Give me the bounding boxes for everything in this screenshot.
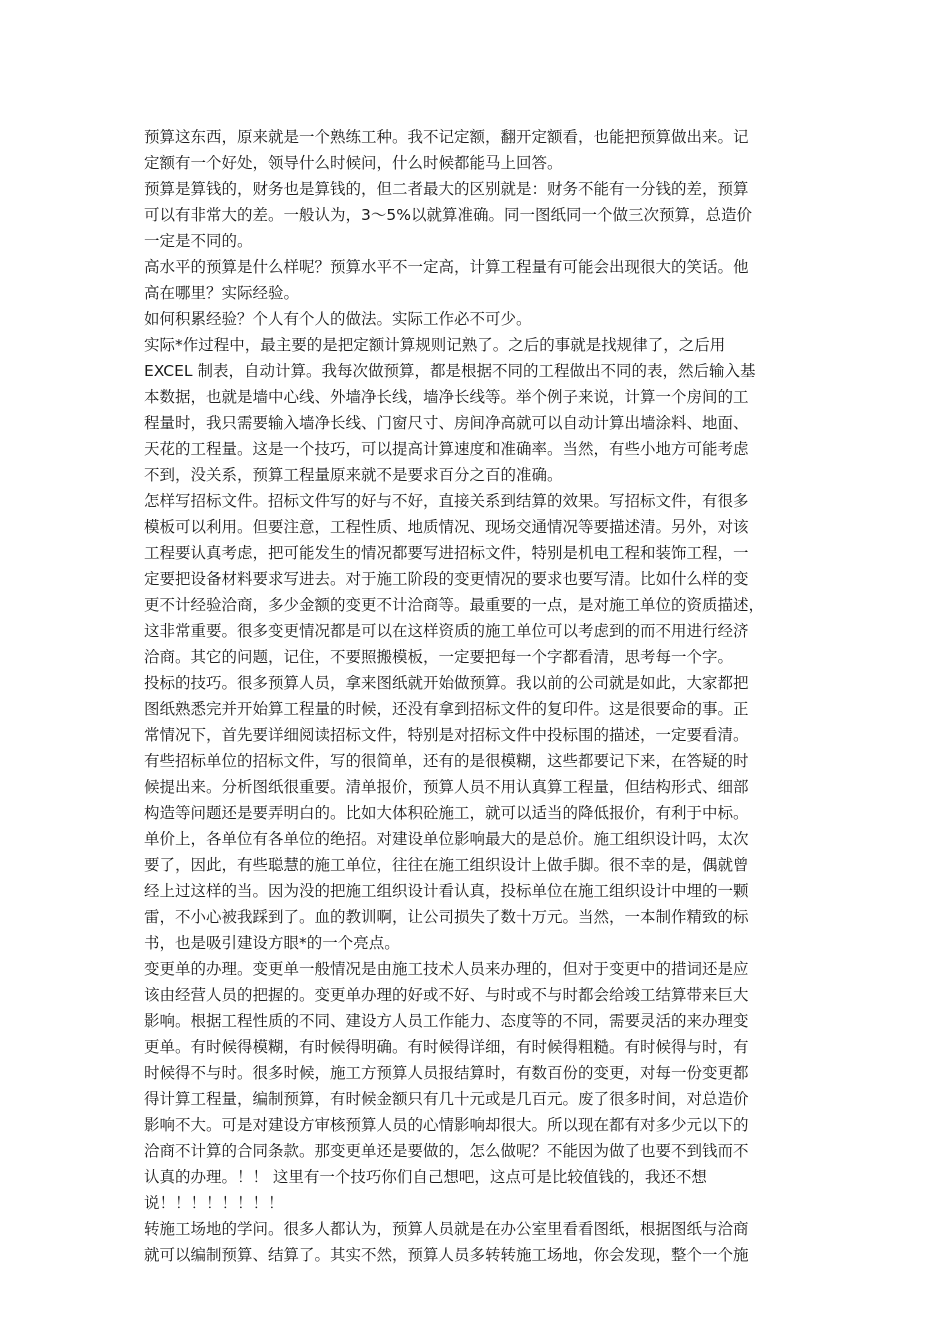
text-line: 该由经营人员的把握的。变更单办理的好或不好、与时或不与时都会给竣工结算带来巨大: [144, 986, 749, 1004]
text-line: 常情况下，首先要详细阅读招标文件，特别是对招标文件中投标围的描述，一定要看清。: [144, 726, 749, 744]
text-line: 洽商不计算的合同条款。那变更单还是要做的，怎么做呢？不能因为做了也要不到钱而不: [144, 1142, 749, 1160]
document-body: [144, 124, 804, 1268]
text-line: 模板可以利用。但要注意，工程性质、地质情况、现场交通情况等要描述清。另外，对该: [144, 518, 749, 536]
text-line: 定额有一个好处，领导什么时候问，什么时候都能马上回答。: [144, 154, 563, 172]
text-line: 天花的工程量。这是一个技巧，可以提高计算速度和准确率。当然，有些小地方可能考虑: [144, 440, 749, 458]
text-line: 说！！！！！！！！: [144, 1194, 284, 1212]
text-line: 工程要认真考虑，把可能发生的情况都要写进招标文件，特别是机电工程和装饰工程，一: [144, 544, 749, 562]
text-line: 影响不大。可是对建设方审核预算人员的心情影响却很大。所以现在都有对多少元以下的: [144, 1116, 749, 1134]
text-line: 更不计经验洽商，多少金额的变更不计洽商等。最重要的一点，是对施工单位的资质描述，: [144, 596, 765, 614]
text-line: EXCEL 制表，自动计算。我每次做预算，都是根据不同的工程做出不同的表，然后输入基: [144, 362, 756, 380]
text-line: 时候得不与时。很多时候，施工方预算人员报结算时，有数百份的变更，对每一份变更都: [144, 1064, 749, 1082]
text-line: 不到，没关系，预算工程量原来就不是要求百分之百的准确。: [144, 466, 563, 484]
text-line: 洽商。其它的问题，记住，不要照搬模板，一定要把每一个字都看清，思考每一个字。: [144, 648, 734, 666]
text-line: 经上过这样的当。因为没的把施工组织设计看认真，投标单位在施工组织设计中埋的一颗: [144, 882, 749, 900]
text-line: 预算是算钱的，财务也是算钱的，但二者最大的区别就是：财务不能有一分钱的差，预算: [144, 180, 749, 198]
text-line: 雷，不小心被我踩到了。血的教训啊，让公司损失了数十万元。当然，一本制作精致的标: [144, 908, 749, 926]
text-line: 变更单的办理。变更单一般情况是由施工技术人员来办理的，但对于变更中的措词还是应: [144, 960, 749, 978]
text-line: 要了，因此，有些聪慧的施工单位，往往在施工组织设计上做手脚。很不幸的是，偶就曾: [144, 856, 749, 874]
text-line: 图纸熟悉完并开始算工程量的时候，还没有拿到招标文件的复印件。这是很要命的事。正: [144, 700, 749, 718]
text-line: 认真的办理。！！ 这里有一个技巧你们自己想吧，这点可是比较值钱的，我还不想: [144, 1168, 707, 1186]
text-line: 单价上，各单位有各单位的绝招。对建设单位影响最大的是总价。施工组织设计吗，太次: [144, 830, 749, 848]
text-line: 如何积累经验？个人有个人的做法。实际工作必不可少。: [144, 310, 532, 328]
text-line: 怎样写招标文件。招标文件写的好与不好，直接关系到结算的效果。写招标文件，有很多: [144, 492, 749, 510]
text-line: 预算这东西，原来就是一个熟练工种。我不记定额，翻开定额看，也能把预算做出来。记: [144, 128, 749, 146]
text-line: 构造等问题还是要弄明白的。比如大体积砼施工，就可以适当的降低报价，有利于中标。: [144, 804, 749, 822]
text-line: 这非常重要。很多变更情况都是可以在这样资质的施工单位可以考虑到的而不用进行经济: [144, 622, 749, 640]
text-line: 定要把设备材料要求写进去。对于施工阶段的变更情况的要求也要写清。比如什么样的变: [144, 570, 749, 588]
text-line: 更单。有时候得模糊，有时候得明确。有时候得详细，有时候得粗糙。有时候得与时，有: [144, 1038, 749, 1056]
text-line: 书，也是吸引建设方眼*的一个亮点。: [144, 934, 400, 952]
text-line: 实际*作过程中，最主要的是把定额计算规则记熟了。之后的事就是找规律了，之后用: [144, 336, 726, 354]
text-line: 高在哪里？实际经验。: [144, 284, 300, 302]
text-line: 高水平的预算是什么样呢？预算水平不一定高，计算工程量有可能会出现很大的笑话。他: [144, 258, 749, 276]
text-line: 影响。根据工程性质的不同、建设方人员工作能力、态度等的不同，需要灵活的来办理变: [144, 1012, 749, 1030]
text-line: 一定是不同的。: [144, 232, 253, 250]
text-line: 转施工场地的学问。很多人都认为，预算人员就是在办公室里看看图纸，根据图纸与洽商: [144, 1220, 749, 1238]
text-line: 有些招标单位的招标文件，写的很简单，还有的是很模糊，这些都要记下来，在答疑的时: [144, 752, 749, 770]
text-line: 可以有非常大的差。一般认为，3～5%以就算准确。同一图纸同一个做三次预算，总造价: [144, 206, 752, 224]
text-line: 投标的技巧。很多预算人员，拿来图纸就开始做预算。我以前的公司就是如此，大家都把: [144, 674, 749, 692]
text-line: 就可以编制预算、结算了。其实不然，预算人员多转转施工场地，你会发现，整个一个施: [144, 1246, 749, 1264]
text-line: 本数据，也就是墙中心线、外墙净长线，墙净长线等。举个例子来说，计算一个房间的工: [144, 388, 749, 406]
text-line: 得计算工程量，编制预算，有时候金额只有几十元或是几百元。废了很多时间，对总造价: [144, 1090, 749, 1108]
text-line: 候提出来。分析图纸很重要。清单报价，预算人员不用认真算工程量，但结构形式、细部: [144, 778, 749, 796]
text-line: 程量时，我只需要输入墙净长线、门窗尺寸、房间净高就可以自动计算出墙涂料、地面、: [144, 414, 749, 432]
